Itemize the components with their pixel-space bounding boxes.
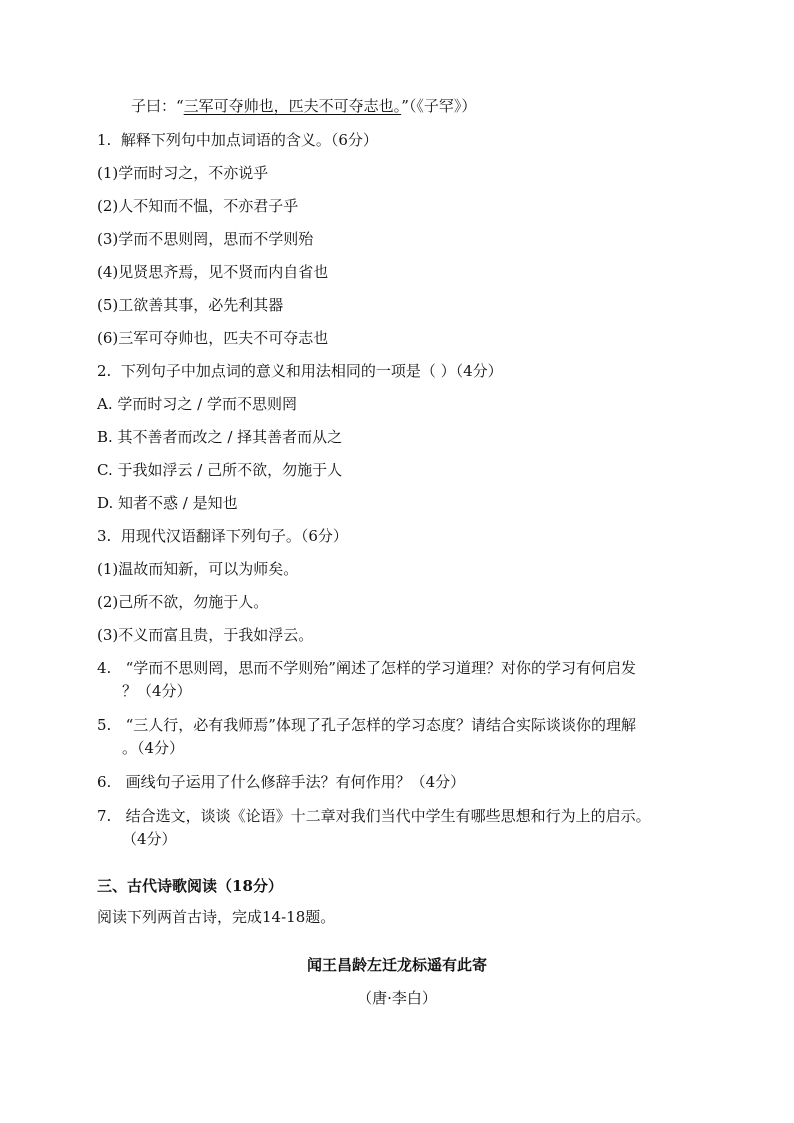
q2-option-c: C. 于我如浮云 / 己所不欲，勿施于人 [97, 461, 343, 479]
question-text: “学而不思则罔，思而不学则殆”阐述了怎样的学习道理？对你的学习有何启发 [125, 659, 636, 677]
question-text: 解释下列句中加点词语的含义。（6分） [120, 131, 378, 149]
q3-item-2: (2)己所不欲，勿施于人。 [97, 593, 269, 611]
q1-item-3: (3)学而不思则罔，思而不学则殆 [97, 230, 314, 248]
question-number: 3. [97, 527, 112, 545]
question-text: “三人行，必有我师焉”体现了孔子怎样的学习态度？请结合实际谈谈你的理解 [125, 716, 636, 734]
question-5-continuation: 。（4分） [122, 739, 185, 757]
q2-option-a: A. 学而时习之 / 学而不思则罔 [97, 395, 297, 413]
question-number: 6. [97, 773, 112, 791]
question-number: 2. [97, 362, 112, 380]
question-number: 1. [97, 131, 112, 149]
question-text: 用现代汉语翻译下列句子。（6分） [120, 527, 348, 545]
q3-item-1: (1)温故而知新，可以为师矣。 [97, 560, 299, 578]
question-2 [97, 361, 503, 381]
question-text: 结合选文，谈谈《论语》十二章对我们当代中学生有哪些思想和行为上的启示。 [125, 807, 651, 825]
q1-item-6: (6)三军可夺帅也，匹夫不可夺志也 [97, 329, 329, 347]
question-number: 7. [97, 807, 112, 825]
poem-author: （唐·李白） [357, 989, 437, 1007]
question-5 [97, 715, 636, 735]
section-instruction: 阅读下列两首古诗，完成14-18题。 [97, 908, 336, 926]
quote-prefix: 子曰：“ [131, 97, 184, 115]
quote-suffix: ”（《子罕》） [401, 97, 477, 115]
q1-item-1: (1)学而时习之，不亦说乎 [97, 164, 269, 182]
q1-item-4: (4)见贤思齐焉，见不贤而内自省也 [97, 263, 329, 281]
question-6 [97, 772, 465, 792]
poem-title: 闻王昌龄左迁龙标遥有此寄 [306, 956, 487, 974]
section-heading: 三、古代诗歌阅读（18分） [97, 877, 283, 895]
q2-option-b: B. 其不善者而改之 / 择其善者而从之 [97, 428, 343, 446]
q1-item-5: (5)工欲善其事，必先利其器 [97, 296, 284, 314]
question-7-continuation: （4分） [122, 830, 177, 848]
quote-line [131, 96, 476, 116]
quote-underlined: 三军可夺帅也，匹夫不可夺志也。 [183, 97, 402, 115]
q2-option-d: D. 知者不惑 / 是知也 [97, 494, 238, 512]
question-3 [97, 526, 348, 546]
question-4 [97, 658, 636, 678]
question-number: 5. [97, 716, 112, 734]
q3-item-3: (3)不义而富且贵，于我如浮云。 [97, 626, 314, 644]
question-7 [97, 806, 651, 826]
q1-item-2: (2)人不知而不愠，不亦君子乎 [97, 197, 299, 215]
question-text: 画线句子运用了什么修辞手法？有何作用？（4分） [125, 773, 466, 791]
question-text: 下列句子中加点词的意义和用法相同的一项是（ ）（4分） [120, 362, 503, 380]
question-4-continuation: ？（4分） [122, 682, 192, 700]
question-1 [97, 130, 378, 150]
question-number: 4. [97, 659, 112, 677]
